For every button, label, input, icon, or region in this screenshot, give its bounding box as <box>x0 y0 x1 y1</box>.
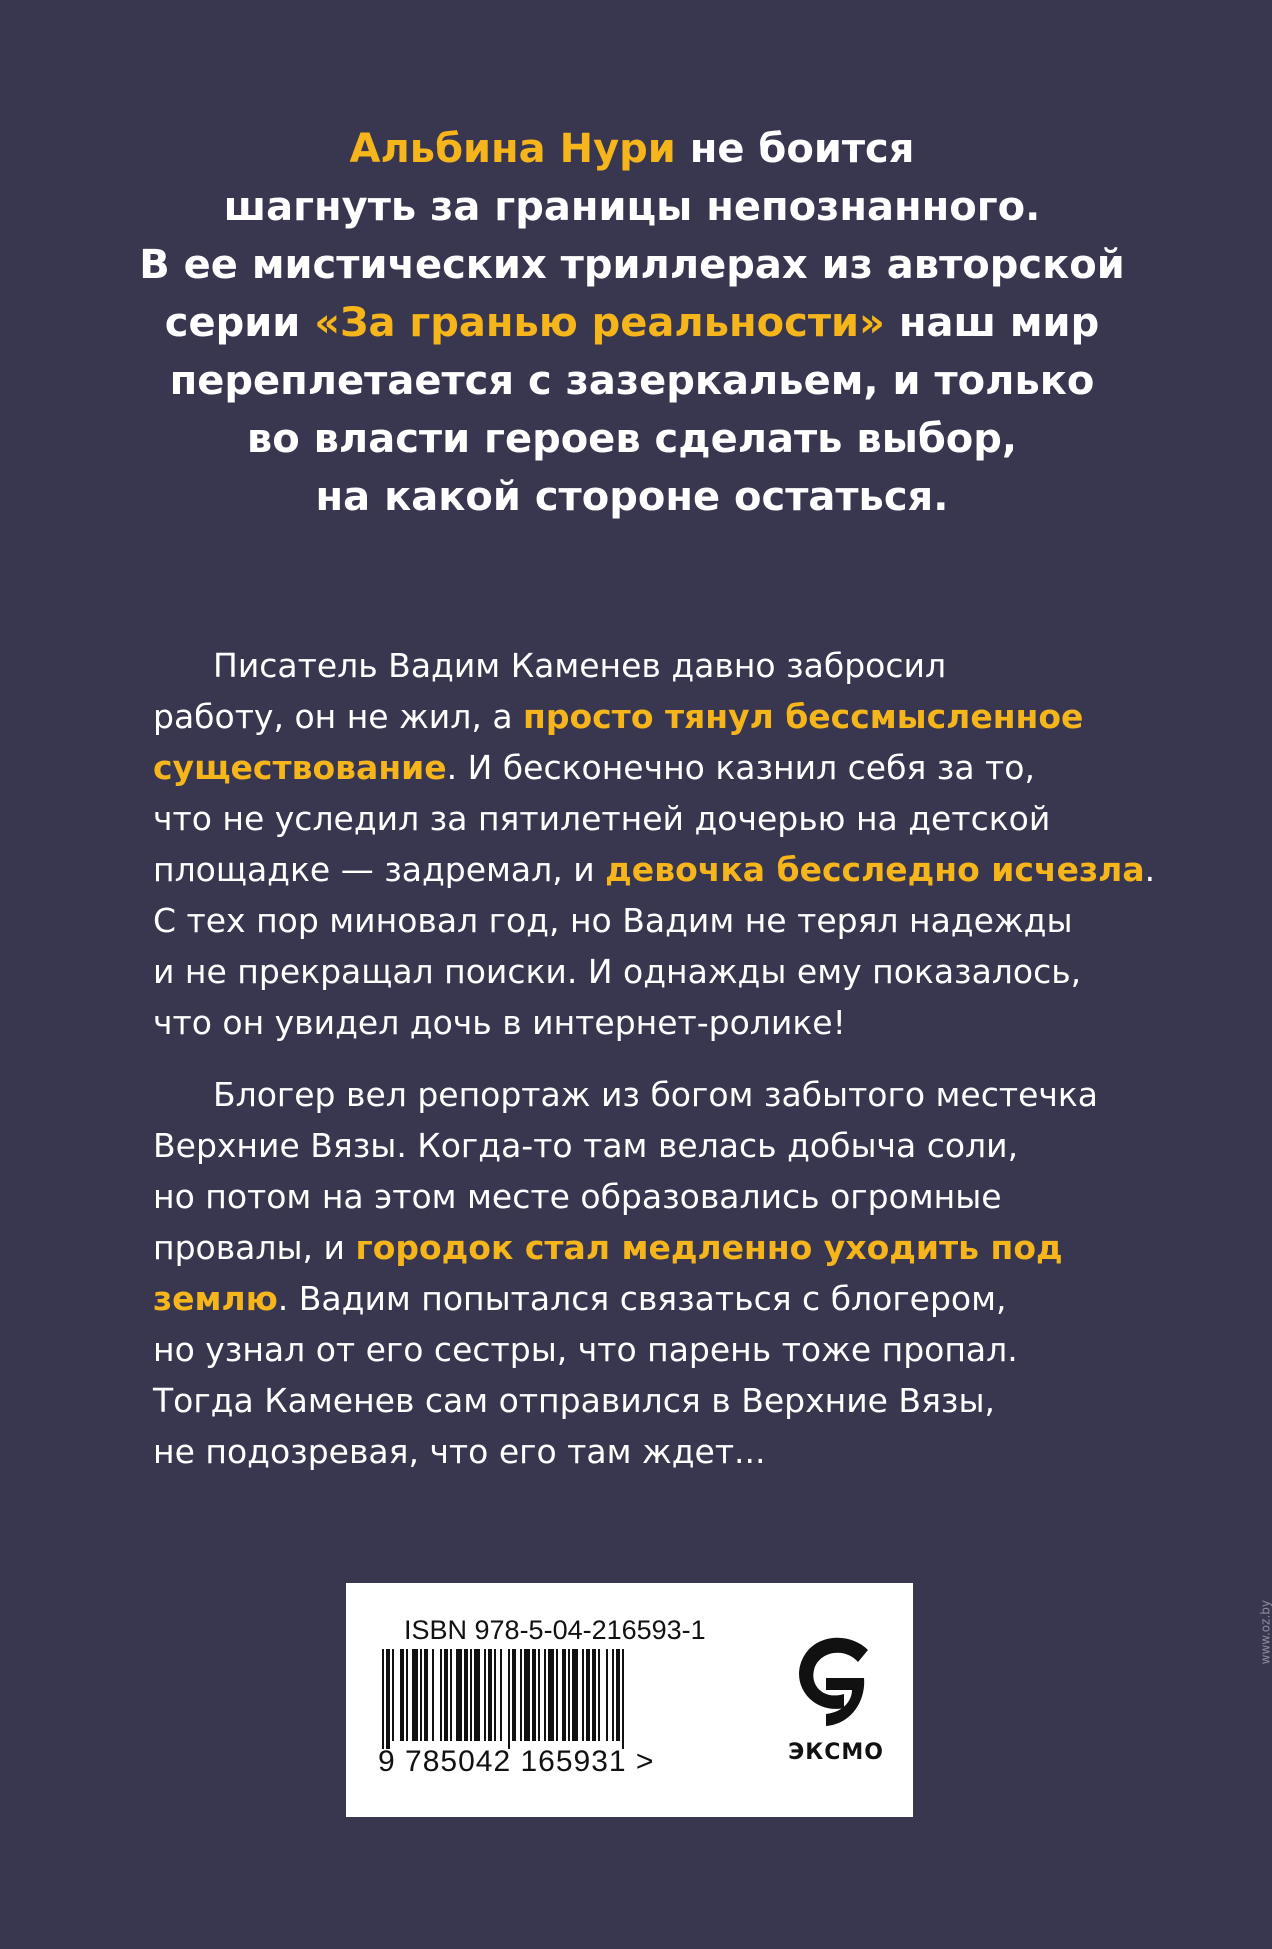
blurb-text: на какой стороне остаться. <box>315 474 949 520</box>
description-text: Писатель Вадим Каменев давно забросил <box>213 646 947 685</box>
description-line <box>153 1273 1113 1324</box>
description-text: и не прекращал поиски. И однажды ему показалось, <box>153 952 1082 991</box>
description-text: . Вадим попытался связаться с блогером, <box>277 1279 1007 1318</box>
blurb-text: серии <box>164 300 315 346</box>
description-line <box>153 895 1113 946</box>
blurb-line <box>120 236 1144 294</box>
barcode-bar <box>592 1649 596 1741</box>
blurb-line <box>120 294 1144 352</box>
barcode-bar <box>568 1649 570 1741</box>
barcode-bar <box>520 1649 522 1741</box>
description-line <box>153 1120 1113 1171</box>
barcode-bar <box>432 1649 434 1741</box>
barcode-bar <box>544 1649 546 1741</box>
description-highlight: девочка бесследно исчезла <box>605 850 1145 889</box>
description-text: но потом на этом месте образовались огромные <box>153 1177 1002 1216</box>
barcode-bar <box>412 1649 418 1741</box>
description-line <box>153 997 1113 1048</box>
barcode-bar <box>532 1649 536 1741</box>
barcode-bar <box>582 1649 584 1741</box>
barcode-bar <box>500 1649 502 1741</box>
blurb-line <box>120 410 1144 468</box>
barcode-bar <box>440 1649 442 1741</box>
description-paragraph <box>153 640 1156 1048</box>
book-description <box>153 640 1156 1498</box>
description-text: Верхние Вязы. Когда-то там велась добыча соли, <box>153 1126 1019 1165</box>
description-text: провалы, и <box>153 1228 356 1267</box>
description-text: что не уследил за пятилетней дочерью на детской <box>153 799 1051 838</box>
description-text: . <box>1144 850 1156 889</box>
barcode-bar <box>524 1649 530 1741</box>
description-line <box>153 1069 1113 1120</box>
barcode-bar <box>484 1649 486 1741</box>
description-text: не подозревая, что его там ждет... <box>153 1432 766 1471</box>
barcode-panel <box>346 1583 913 1817</box>
blurb-text: наш мир <box>884 300 1100 346</box>
barcode-bar <box>406 1649 408 1741</box>
blurb-text: В ее мистических триллерах из авторской <box>139 242 1125 288</box>
barcode-bar <box>456 1649 462 1741</box>
description-line <box>153 691 1113 742</box>
author-blurb <box>120 120 1144 526</box>
barcode-bar <box>444 1649 448 1741</box>
blurb-text: не боится <box>675 126 915 172</box>
barcode-bar <box>606 1649 608 1741</box>
barcode-bar <box>494 1649 496 1741</box>
description-text: площадке — задремал, и <box>153 850 606 889</box>
description-highlight: землю <box>153 1279 278 1318</box>
blurb-text: шагнуть за границы непознанного. <box>223 184 1041 230</box>
description-line <box>153 1426 1113 1477</box>
description-line <box>153 946 1113 997</box>
barcode-bar <box>598 1649 600 1741</box>
barcode-bar <box>382 1649 384 1749</box>
barcode-bar <box>616 1649 620 1741</box>
barcode-bar <box>556 1649 558 1741</box>
barcode-digits: 9 785042 165931 > <box>378 1745 655 1778</box>
barcode-bar <box>424 1649 428 1741</box>
barcode-bar <box>562 1649 566 1741</box>
description-highlight: городок стал медленно уходить под <box>355 1228 1063 1267</box>
blurb-text: во власти героев сделать выбор, <box>246 416 1018 462</box>
description-line <box>153 793 1113 844</box>
barcode-bar <box>386 1649 390 1749</box>
description-line <box>153 742 1113 793</box>
blurb-line <box>120 468 1144 526</box>
barcode-bar <box>464 1649 468 1741</box>
description-line <box>153 844 1156 895</box>
description-text: работу, он не жил, а <box>153 697 524 736</box>
blurb-line <box>120 352 1144 410</box>
barcode-bar <box>586 1649 590 1741</box>
description-text: Блогер вел репортаж из богом забытого местечка <box>213 1075 1099 1114</box>
blurb-line <box>120 178 1144 236</box>
barcode-bar <box>538 1649 540 1741</box>
barcode-bar <box>508 1649 510 1749</box>
description-text: но узнал от его сестры, что парень тоже пропал. <box>153 1330 1018 1369</box>
barcode-bar <box>572 1649 578 1741</box>
barcode-bar <box>450 1649 452 1741</box>
barcode-icon <box>378 1649 748 1749</box>
description-line <box>153 1222 1113 1273</box>
description-paragraph <box>153 1069 1113 1477</box>
watermark: www.oz.by <box>1258 1600 1272 1665</box>
blurb-highlight: «За гранью реальности» <box>314 300 885 346</box>
barcode-bar <box>548 1649 554 1741</box>
barcode-bar <box>470 1649 472 1741</box>
description-line <box>153 1171 1113 1222</box>
barcode-bar <box>488 1649 492 1741</box>
description-line <box>153 1375 1113 1426</box>
description-line <box>153 640 1113 691</box>
description-highlight: просто тянул бессмысленное <box>523 697 1084 736</box>
description-text: С тех пор миновал год, но Вадим не терял надежды <box>153 901 1073 940</box>
barcode-bar <box>400 1649 404 1741</box>
barcode-bar <box>474 1649 480 1741</box>
publisher-name: ЭКСМО <box>788 1740 884 1765</box>
barcode-bar <box>612 1649 614 1741</box>
blurb-line <box>120 120 1144 178</box>
description-text: . И бесконечно казнил себя за то, <box>446 748 1035 787</box>
barcode-bar <box>420 1649 422 1741</box>
isbn-label: ISBN 978-5-04-216593-1 <box>404 1615 706 1645</box>
blurb-highlight: Альбина Нури <box>349 126 676 172</box>
blurb-text: переплетается с зазеркальем, и только <box>169 358 1095 404</box>
description-highlight: существование <box>153 748 447 787</box>
eksmo-logo-icon <box>786 1628 886 1738</box>
description-line <box>153 1324 1113 1375</box>
description-text: Тогда Каменев сам отправился в Верхние Вязы, <box>153 1381 996 1420</box>
barcode-bar <box>512 1649 516 1741</box>
barcode-bar <box>622 1649 624 1749</box>
description-text: что он увидел дочь в интернет-ролике! <box>153 1003 846 1042</box>
barcode-bar <box>392 1649 394 1741</box>
publisher-logo <box>786 1628 886 1778</box>
